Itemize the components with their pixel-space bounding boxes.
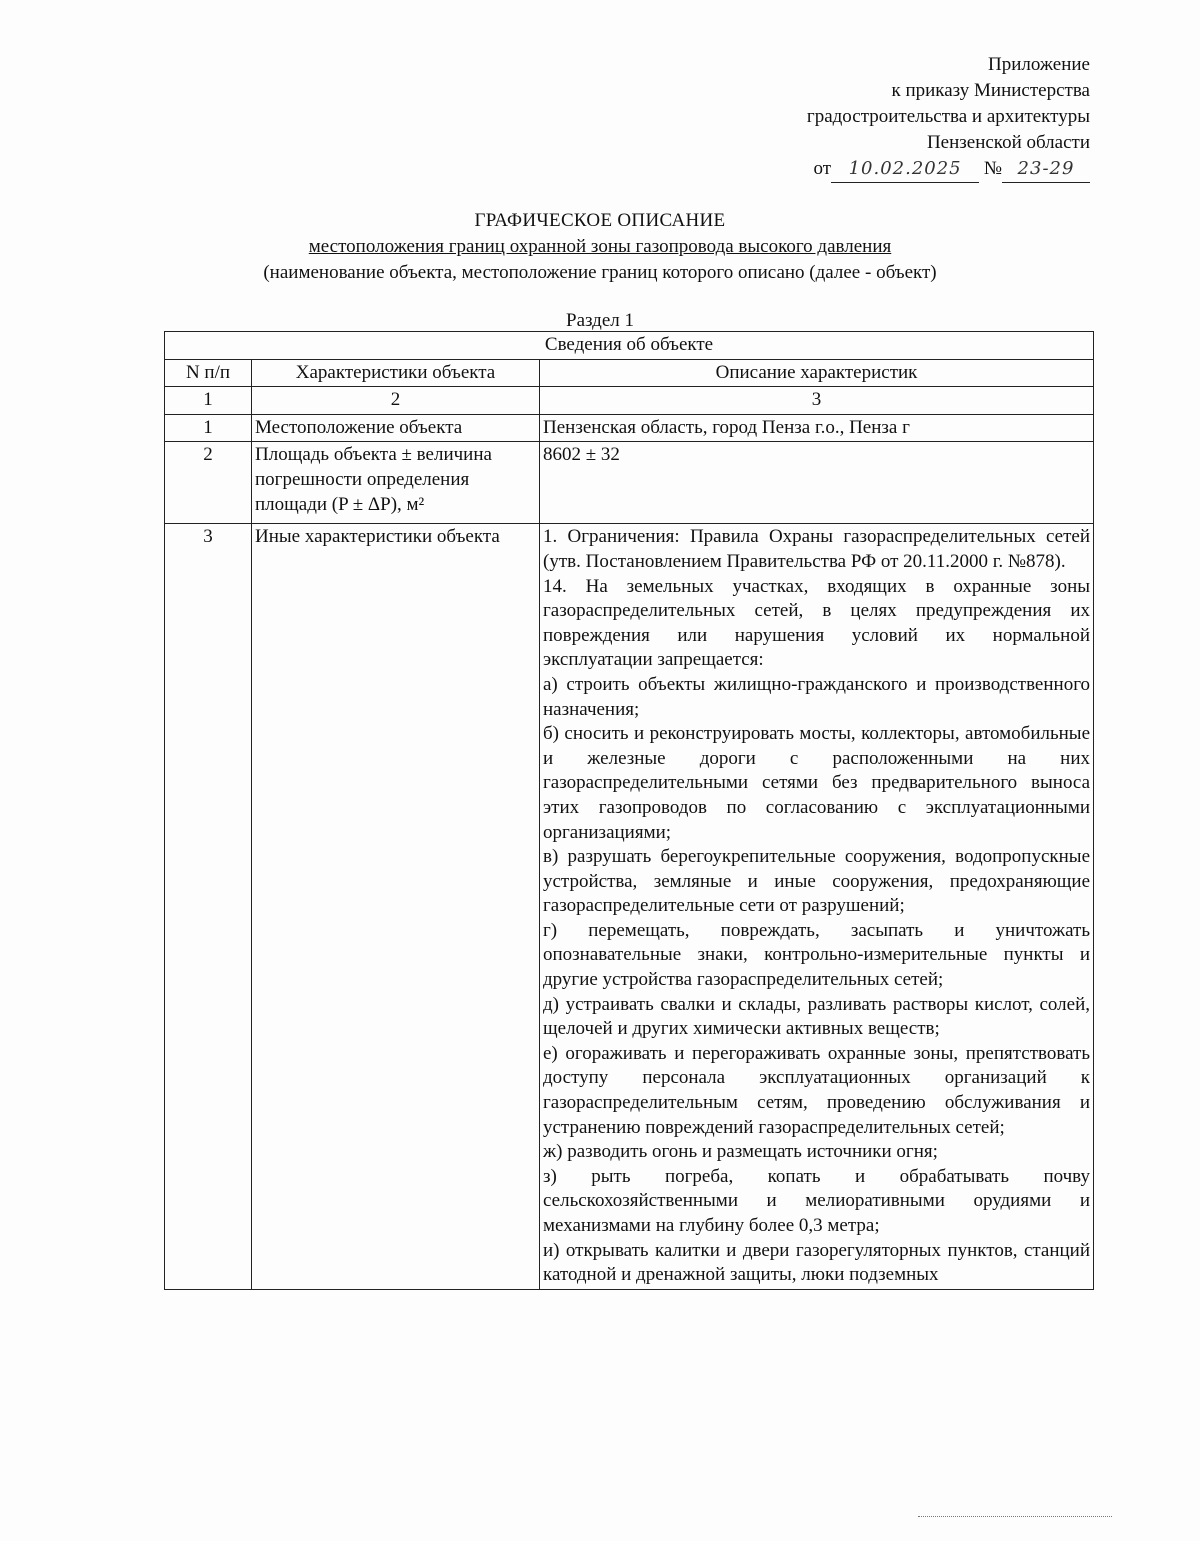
row-name: Местоположение объекта <box>252 414 540 442</box>
row-description: Пензенская область, город Пенза г.о., Пенза г <box>540 414 1094 442</box>
row-description: 8602 ± 32 <box>540 442 1094 524</box>
row-number: 1 <box>165 414 252 442</box>
paragraph: з) рыть погреба, копать и обрабатывать почву сельскохозяйственными и мелиоративными орудиями и механизмами на глубину более 0,3 метра; <box>543 1165 1091 1236</box>
row-name: Иные характеристики объекта <box>252 524 540 1289</box>
document-subtitle: местоположения границ охранной зоны газопровода высокого давления <box>308 236 892 257</box>
paragraph: г) перемещать, повреждать, засыпать и уничтожать опознавательные знаки, контрольно-измерительные пункты и другие устройства газораспределительных сетей; <box>543 919 1091 991</box>
paragraph: и) открывать калитки и двери газорегуляторных пунктов, станций катодной и дренажной защиты, люки подземных <box>543 1239 1091 1286</box>
table-caption: Сведения об объекте <box>165 332 1094 360</box>
section-label: Раздел 1 <box>566 310 634 331</box>
order-date-line <box>807 156 1090 183</box>
header-cell: N п/п <box>165 359 252 387</box>
paragraph: 1. Ограничения: Правила Охраны газораспределительных сетей (утв. Постановлением Правительства РФ от 20.11.2000 г. №878). <box>543 526 1091 572</box>
paragraph: а) строить объекты жилищно-гражданского и производственного назначения; <box>543 673 1091 720</box>
column-number: 1 <box>165 387 252 415</box>
column-number: 3 <box>540 387 1094 415</box>
document-title-block <box>0 208 1200 334</box>
order-date: 10.02.2025 <box>831 156 979 183</box>
table-row <box>165 414 1094 442</box>
header-line: градостроительства и архитектуры <box>806 106 1090 127</box>
page-footer-dots <box>918 1516 1112 1517</box>
header-cell: Описание характеристик <box>540 359 1094 387</box>
paragraph: д) устраивать свалки и склады, разливать растворы кислот, солей, щелочей и других химически активных веществ; <box>543 993 1091 1040</box>
row-number: 2 <box>165 442 252 524</box>
table-caption-row <box>165 332 1094 360</box>
row-name: Площадь объекта ± величина погрешности определения площади (P ± ΔP), м² <box>252 442 540 524</box>
paragraph: ж) разводить огонь и размещать источники огня; <box>543 1141 938 1163</box>
object-info-table <box>164 331 1094 1290</box>
column-number-row <box>165 387 1094 415</box>
restrictions-text <box>540 524 1094 1289</box>
header-line: Пензенской области <box>926 132 1090 153</box>
paragraph: в) разрушать берегоукрепительные сооружения, водопропускные устройства, земляные и иные сооружения, предохраняющие газораспределительные сети от разрушений; <box>543 846 1091 917</box>
number-prefix: № <box>983 158 1002 179</box>
header-line: к приказу Министерства <box>891 80 1090 101</box>
header-cell: Характеристики объекта <box>252 359 540 387</box>
document-title: ГРАФИЧЕСКОЕ ОПИСАНИЕ <box>474 210 726 231</box>
paragraph: б) сносить и реконструировать мосты, коллекторы, автомобильные и железные дороги с расположенными на них газораспределительными сетями без предварительного выноса этих газопроводов по согласованию с эксплуатационными организациями; <box>543 723 1091 843</box>
row-number: 3 <box>165 524 252 1289</box>
table-row <box>165 442 1094 524</box>
table-header-row <box>165 359 1094 387</box>
date-prefix: от <box>813 158 832 179</box>
paragraph: 14. На земельных участках, входящих в охранные зоны газораспределительных сетей, в целях предупреждения их повреждения или нарушения условий их нормальной эксплуатации запрещается: <box>543 575 1091 671</box>
appendix-header <box>807 52 1090 183</box>
header-line: Приложение <box>988 54 1090 75</box>
document-note: (наименование объекта, местоположение границ которого описано (далее - объект) <box>263 262 937 283</box>
paragraph: е) огораживать и перегораживать охранные зоны, препятствовать доступу персонала эксплуатационных организаций к газораспределительным сетям, проведению обслуживания и устранению повреждений газораспределительных сетей; <box>543 1042 1091 1138</box>
column-number: 2 <box>252 387 540 415</box>
order-number: 23-29 <box>1002 156 1090 183</box>
table-row <box>165 524 1094 1289</box>
